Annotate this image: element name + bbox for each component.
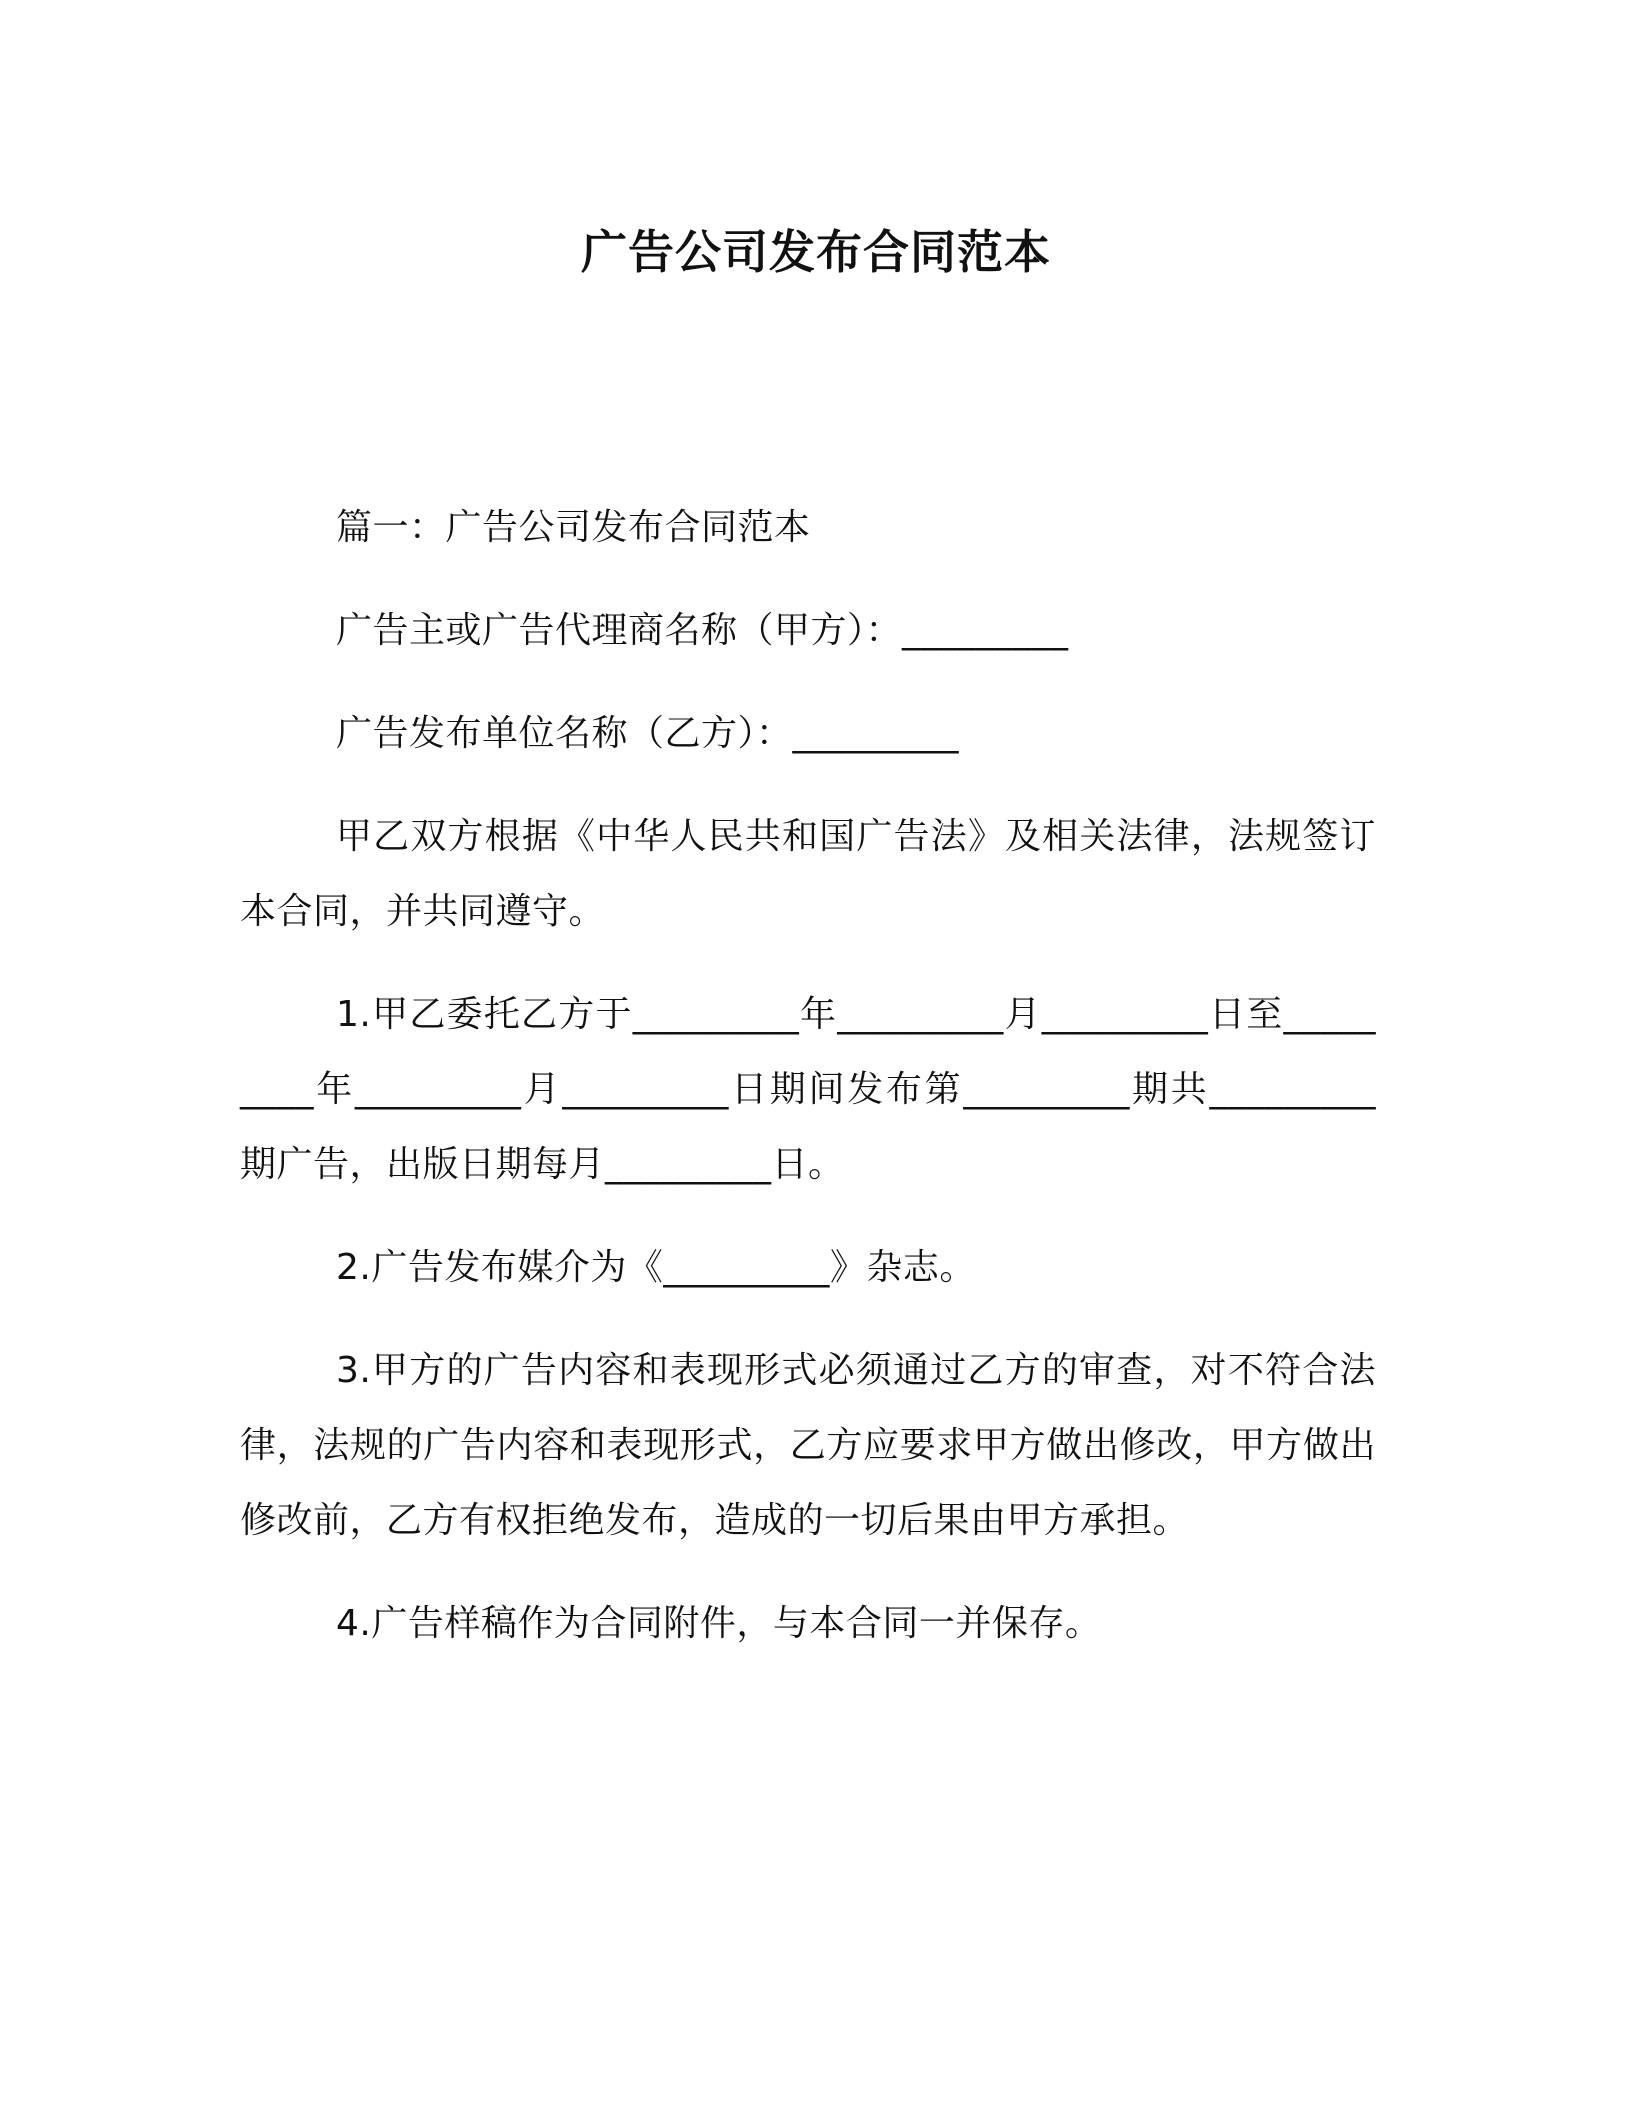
party-b-name-line: 广告发布单位名称（乙方）：_________ [336, 713, 960, 754]
clause-4-sample-archive: 4.广告样稿作为合同附件，与本合同一并保存。 [336, 1603, 1102, 1644]
clause-1-publication-period: 1.甲乙委托乙方于_________年_________月_________日至_________年_________月_________日期间发布第_________期共_________期广告，出版日期每月_________日。 [240, 994, 1376, 1185]
document-title: 广告公司发布合同范本 [581, 225, 1051, 279]
section-heading: 篇一：广告公司发布合同范本 [336, 507, 811, 548]
party-a-name-line: 广告主或广告代理商名称（甲方）：_________ [336, 610, 1069, 651]
contract-preamble: 甲乙双方根据《中华人民共和国广告法》及相关法律，法规签订本合同，并共同遵守。 [240, 816, 1376, 932]
document-body [240, 490, 1376, 1689]
clause-3-content-review: 3.甲方的广告内容和表现形式必须通过乙方的审查，对不符合法律，法规的广告内容和表现形式，乙方应要求甲方做出修改，甲方做出修改前，乙方有权拒绝发布，造成的一切后果由甲方承担。 [240, 1350, 1376, 1541]
clause-2-media: 2.广告发布媒介为《_________》杂志。 [336, 1247, 976, 1288]
